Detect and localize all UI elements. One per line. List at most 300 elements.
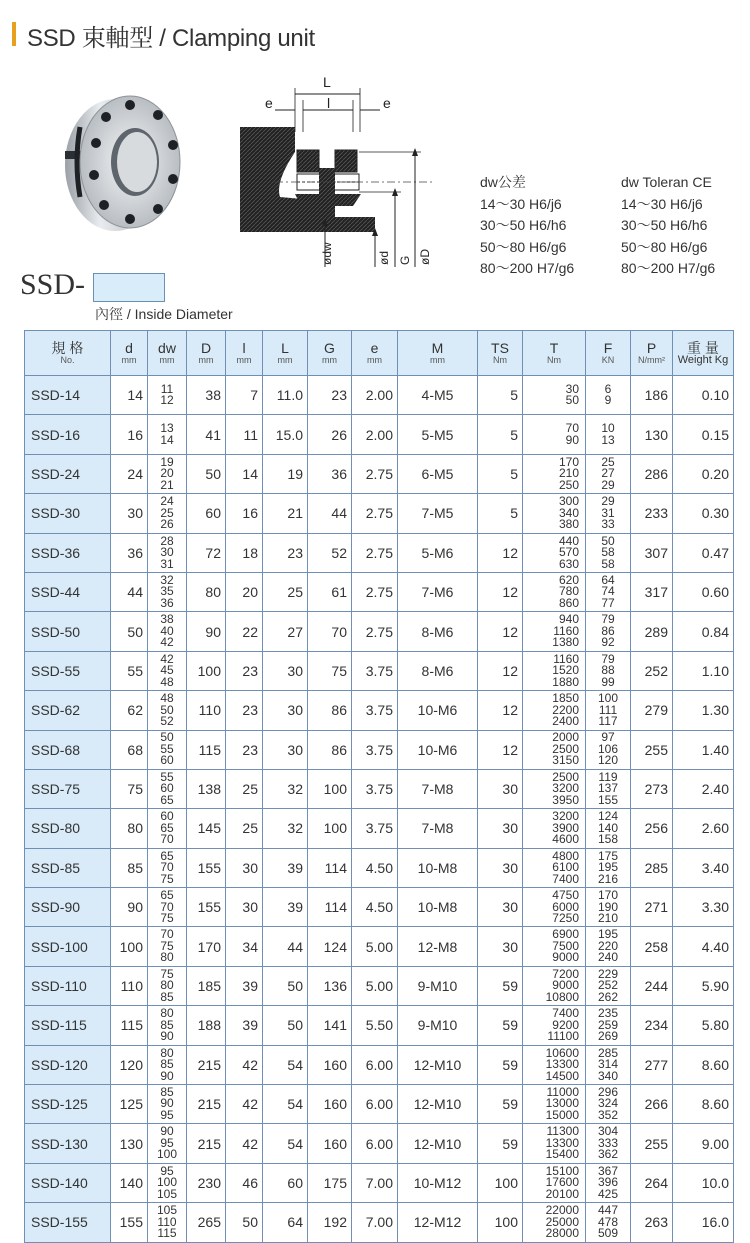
cell-p: 234 <box>631 1006 673 1045</box>
cell-w: 0.10 <box>673 376 734 415</box>
cell-w: 16.0 <box>673 1203 734 1242</box>
cell-value: 77 <box>601 595 615 610</box>
column-header-symbol: dw <box>158 339 176 356</box>
cell-t <box>523 651 586 690</box>
cell-l: 20 <box>226 572 263 611</box>
cell-value: 780 <box>558 584 579 599</box>
cell-p: 256 <box>631 809 673 848</box>
cell-f <box>586 1006 631 1045</box>
dimension-diagram <box>235 72 445 272</box>
cell-value: 58 <box>601 556 615 571</box>
cell-model: SSD-100 <box>25 927 111 966</box>
cell-e: 3.75 <box>352 651 398 690</box>
cell-value: 15400 <box>545 1147 579 1162</box>
cell-t <box>523 572 586 611</box>
column-header-symbol: D <box>200 339 212 356</box>
cell-d: 75 <box>111 769 148 808</box>
cell-d: 115 <box>111 1006 148 1045</box>
cell-f <box>586 415 631 454</box>
cell-w: 0.60 <box>673 572 734 611</box>
column-header-unit: mm <box>159 354 175 365</box>
cell-p: 258 <box>631 927 673 966</box>
inside-diameter-label: 內徑 / Inside Diameter <box>95 306 233 322</box>
column-header-unit: mm <box>236 354 252 365</box>
cell-value: 285 <box>597 1045 619 1060</box>
cell-p: 186 <box>631 376 673 415</box>
cell-ts: 12 <box>478 730 523 769</box>
table-row <box>25 612 734 651</box>
label-G: G <box>398 255 412 265</box>
cell-e: 7.00 <box>352 1203 398 1242</box>
tolerance-cn-title: dw公差 <box>480 174 526 190</box>
tolerance-en-item: 14～30 H6/j6 <box>621 195 703 212</box>
cell-d: 185 <box>187 966 226 1005</box>
cell-e: 6.00 <box>352 1085 398 1124</box>
cell-value: 100 <box>156 1175 178 1190</box>
cell-dw <box>148 1163 187 1202</box>
cell-value: 220 <box>597 938 619 953</box>
cell-d: 215 <box>187 1045 226 1084</box>
cell-value: 60 <box>160 781 174 796</box>
cell-value: 4800 <box>552 848 579 863</box>
cell-e: 5.00 <box>352 927 398 966</box>
cell-dw <box>148 1006 187 1045</box>
cell-dw <box>148 966 187 1005</box>
cell-value: 22000 <box>545 1203 579 1218</box>
cell-value: 170 <box>597 888 619 903</box>
column-header-symbol: P <box>646 339 657 356</box>
cell-value: 333 <box>597 1135 619 1150</box>
tolerance-cn-item: 50～80 H6/g6 <box>480 238 567 255</box>
cell-model: SSD-36 <box>25 533 111 572</box>
cell-value: 90 <box>160 1029 174 1044</box>
cell-value: 75 <box>160 938 174 953</box>
table-row <box>25 1045 734 1084</box>
cell-value: 1380 <box>552 635 579 650</box>
cell-f <box>586 809 631 848</box>
cell-value: 21 <box>160 477 174 492</box>
table-row <box>25 966 734 1005</box>
cell-e: 4.50 <box>352 848 398 887</box>
cell-dw <box>148 454 187 493</box>
cell-e: 3.75 <box>352 809 398 848</box>
cell-value: 13300 <box>545 1057 579 1072</box>
cell-value: 396 <box>597 1175 619 1190</box>
cell-value: 13 <box>160 421 174 436</box>
cell-value: 48 <box>160 674 174 689</box>
cell-value: 3150 <box>552 753 579 768</box>
label-d: ød <box>377 250 391 265</box>
cell-value: 30 <box>160 545 174 559</box>
cell-value: 97 <box>601 730 615 745</box>
tolerance-en-item: 30～50 H6/h6 <box>621 217 708 233</box>
cell-d: 44 <box>111 572 148 611</box>
tolerance-en <box>621 172 715 280</box>
column-header-unit: Nm <box>493 354 507 365</box>
cell-e: 2.75 <box>352 612 398 651</box>
cell-f <box>586 494 631 533</box>
column-header-symbol: 重 量 <box>687 339 719 356</box>
cell-w: 1.10 <box>673 651 734 690</box>
cell-ts: 5 <box>478 415 523 454</box>
cell-value: 300 <box>558 494 579 509</box>
inside-diameter-input[interactable] <box>93 273 165 302</box>
cell-model: SSD-80 <box>25 809 111 848</box>
cell-w: 1.30 <box>673 691 734 730</box>
cell-model: SSD-55 <box>25 651 111 690</box>
cell-d: 41 <box>187 415 226 454</box>
cell-value: 340 <box>558 505 579 520</box>
cell-l: 14 <box>226 454 263 493</box>
cell-e: 2.75 <box>352 533 398 572</box>
table-row <box>25 848 734 887</box>
cell-value: 155 <box>597 792 619 807</box>
cell-value: 2000 <box>552 730 579 745</box>
cell-value: 24 <box>160 494 174 509</box>
cell-ts: 100 <box>478 1163 523 1202</box>
cell-g: 160 <box>308 1085 352 1124</box>
cell-d: 170 <box>187 927 226 966</box>
column-header-unit: Nm <box>547 354 561 365</box>
cell-value: 19 <box>160 454 174 469</box>
cell-g: 44 <box>308 494 352 533</box>
cell-value: 2500 <box>552 769 579 784</box>
cell-value: 60 <box>160 753 174 768</box>
cell-value: 210 <box>558 466 579 481</box>
cell-f <box>586 769 631 808</box>
cell-value: 120 <box>597 753 619 768</box>
cell-g: 100 <box>308 769 352 808</box>
cell-value: 1160 <box>553 651 579 666</box>
cell-e: 6.00 <box>352 1045 398 1084</box>
cell-l: 39 <box>263 848 308 887</box>
cell-f <box>586 730 631 769</box>
table-row <box>25 888 734 927</box>
cell-t <box>523 415 586 454</box>
cell-value: 99 <box>601 674 615 689</box>
cell-m: 10-M6 <box>398 691 478 730</box>
cell-g: 114 <box>308 848 352 887</box>
cell-l: 30 <box>226 848 263 887</box>
page-title: SSD 束軸型 / Clamping unit <box>27 25 315 52</box>
column-header <box>308 331 352 376</box>
cell-value: 11000 <box>546 1084 579 1099</box>
cell-d: 155 <box>187 848 226 887</box>
cell-f <box>586 1045 631 1084</box>
column-header <box>631 331 673 376</box>
cell-value: 35 <box>160 584 174 599</box>
column-header <box>523 331 586 376</box>
cell-l: 54 <box>263 1124 308 1163</box>
cell-g: 175 <box>308 1163 352 1202</box>
cell-e: 6.00 <box>352 1124 398 1163</box>
cell-p: 279 <box>631 691 673 730</box>
cell-l: 23 <box>226 651 263 690</box>
cell-e: 2.75 <box>352 572 398 611</box>
cell-l: 15.0 <box>263 415 308 454</box>
cell-value: 6100 <box>552 860 579 875</box>
column-header-symbol: l <box>242 339 246 356</box>
cell-d: 68 <box>111 730 148 769</box>
cell-d: 230 <box>187 1163 226 1202</box>
cell-value: 95 <box>160 1163 174 1178</box>
cell-p: 252 <box>631 651 673 690</box>
cell-t <box>523 1085 586 1124</box>
cell-value: 9 <box>604 393 612 408</box>
cell-t <box>523 809 586 848</box>
cell-l: 30 <box>263 651 308 690</box>
cell-l: 18 <box>226 533 263 572</box>
cell-f <box>586 1085 631 1124</box>
cell-m: 8-M6 <box>398 651 478 690</box>
cell-value: 250 <box>558 477 579 492</box>
cell-t <box>523 691 586 730</box>
cell-value: 50 <box>160 730 174 745</box>
cell-model: SSD-30 <box>25 494 111 533</box>
cell-e: 2.75 <box>352 454 398 493</box>
cell-l: 25 <box>263 572 308 611</box>
cell-e: 7.00 <box>352 1163 398 1202</box>
cell-dw <box>148 848 187 887</box>
cell-ts: 12 <box>478 651 523 690</box>
cell-f <box>586 651 631 690</box>
cell-value: 7250 <box>552 911 579 926</box>
cell-g: 61 <box>308 572 352 611</box>
cell-value: 92 <box>601 635 615 650</box>
column-header-symbol: M <box>431 339 444 356</box>
cell-f <box>586 848 631 887</box>
cell-model: SSD-24 <box>25 454 111 493</box>
cell-value: 28000 <box>545 1226 579 1241</box>
cell-value: 70 <box>160 860 174 875</box>
cell-l: 23 <box>263 533 308 572</box>
cell-l: 25 <box>226 809 263 848</box>
column-header-symbol: d <box>125 339 133 356</box>
cell-ts: 59 <box>478 1006 523 1045</box>
table-row <box>25 1085 734 1124</box>
cell-value: 195 <box>597 860 619 875</box>
cell-dw <box>148 572 187 611</box>
cell-d: 90 <box>187 612 226 651</box>
cell-value: 79 <box>601 651 615 666</box>
cell-l: 42 <box>226 1124 263 1163</box>
cell-w: 2.60 <box>673 809 734 848</box>
cell-f <box>586 691 631 730</box>
cell-value: 26 <box>160 517 174 532</box>
cell-value: 10 <box>601 421 615 436</box>
cell-value: 105 <box>156 1203 178 1218</box>
cell-value: 75 <box>160 966 174 981</box>
cell-m: 7-M6 <box>398 572 478 611</box>
cell-value: 70 <box>160 832 174 847</box>
cell-w: 10.0 <box>673 1163 734 1202</box>
cell-p: 289 <box>631 612 673 651</box>
cell-value: 25 <box>601 454 615 469</box>
cell-value: 304 <box>597 1124 619 1139</box>
cell-value: 60 <box>160 809 174 824</box>
cell-model: SSD-75 <box>25 769 111 808</box>
cell-value: 324 <box>597 1096 619 1111</box>
cell-t <box>523 1045 586 1084</box>
cell-e: 5.00 <box>352 966 398 1005</box>
clamping-unit-photo <box>60 87 190 237</box>
cell-t <box>523 376 586 415</box>
cell-t <box>523 1163 586 1202</box>
cell-p: 317 <box>631 572 673 611</box>
cell-value: 52 <box>160 714 174 729</box>
cell-w: 0.15 <box>673 415 734 454</box>
cell-value: 15000 <box>545 1107 579 1122</box>
cell-dw <box>148 651 187 690</box>
cell-value: 14500 <box>545 1068 579 1083</box>
cell-value: 3200 <box>552 781 579 796</box>
table-row <box>25 927 734 966</box>
cell-value: 27 <box>601 466 615 481</box>
cell-value: 11100 <box>547 1029 579 1044</box>
tolerance-cn-item: 80～200 H7/g6 <box>480 260 575 276</box>
cell-l: 30 <box>263 730 308 769</box>
cell-dw <box>148 1085 187 1124</box>
cell-d: 215 <box>187 1124 226 1163</box>
cell-f <box>586 612 631 651</box>
cell-value: 4750 <box>552 888 579 903</box>
column-header <box>25 331 111 376</box>
cell-value: 2400 <box>552 714 579 729</box>
table-row <box>25 454 734 493</box>
cell-model: SSD-155 <box>25 1203 111 1242</box>
column-header <box>352 331 398 376</box>
cell-p: 277 <box>631 1045 673 1084</box>
label-D: øD <box>418 249 432 265</box>
column-header <box>111 331 148 376</box>
cell-value: 620 <box>558 572 579 587</box>
cell-ts: 30 <box>478 848 523 887</box>
cell-value: 3900 <box>552 820 579 835</box>
cell-value: 447 <box>597 1203 619 1218</box>
cell-e: 5.50 <box>352 1006 398 1045</box>
cell-value: 95 <box>160 1107 174 1122</box>
cell-value: 216 <box>597 871 619 886</box>
column-header-unit: mm <box>322 354 337 365</box>
cell-value: 100 <box>156 1147 178 1162</box>
cell-m: 10-M12 <box>398 1163 478 1202</box>
cell-m: 10-M8 <box>398 848 478 887</box>
column-header-unit: KN <box>601 354 615 365</box>
cell-ts: 59 <box>478 966 523 1005</box>
cell-d: 138 <box>187 769 226 808</box>
cell-dw <box>148 415 187 454</box>
tolerance-en-item: 80～200 H7/g6 <box>621 260 716 276</box>
cell-value: 367 <box>597 1163 619 1178</box>
cell-value: 440 <box>558 533 579 548</box>
cell-dw <box>148 769 187 808</box>
cell-e: 4.50 <box>352 888 398 927</box>
cell-l: 34 <box>226 927 263 966</box>
cell-ts: 12 <box>478 572 523 611</box>
cell-m: 9-M10 <box>398 1006 478 1045</box>
cell-ts: 30 <box>478 809 523 848</box>
cell-value: 30 <box>565 381 579 396</box>
cell-m: 5-M6 <box>398 533 478 572</box>
cell-dw <box>148 1124 187 1163</box>
cell-w: 0.84 <box>673 612 734 651</box>
cell-value: 1880 <box>552 674 579 689</box>
cell-value: 85 <box>160 989 174 1004</box>
cell-ts: 5 <box>478 454 523 493</box>
cell-value: 117 <box>598 714 618 729</box>
cell-g: 192 <box>308 1203 352 1242</box>
column-header-symbol: T <box>549 339 559 356</box>
cell-dw <box>148 494 187 533</box>
column-header-symbol: F <box>603 339 613 356</box>
table-row <box>25 376 734 415</box>
cell-value: 20100 <box>545 1186 579 1201</box>
cell-value: 7500 <box>552 938 579 953</box>
cell-l: 23 <box>226 691 263 730</box>
cell-m: 5-M5 <box>398 415 478 454</box>
cell-value: 259 <box>597 1017 619 1032</box>
table-row <box>25 769 734 808</box>
cell-dw <box>148 809 187 848</box>
cell-d: 90 <box>111 888 148 927</box>
cell-f <box>586 966 631 1005</box>
cell-t <box>523 769 586 808</box>
cell-p: 263 <box>631 1203 673 1242</box>
cell-value: 3950 <box>552 792 579 807</box>
cell-value: 9200 <box>552 1017 579 1032</box>
cell-l: 44 <box>263 927 308 966</box>
cell-value: 7400 <box>552 871 579 886</box>
cell-w: 2.40 <box>673 769 734 808</box>
cell-value: 65 <box>160 848 174 863</box>
cell-value: 4600 <box>552 832 579 847</box>
cell-l: 16 <box>226 494 263 533</box>
cell-m: 7-M8 <box>398 809 478 848</box>
table-row <box>25 572 734 611</box>
cell-p: 244 <box>631 966 673 1005</box>
cell-model: SSD-14 <box>25 376 111 415</box>
cell-e: 3.75 <box>352 730 398 769</box>
cell-value: 36 <box>160 595 174 610</box>
cell-f <box>586 376 631 415</box>
tolerance-cn-item: 30～50 H6/h6 <box>480 217 567 233</box>
cell-value: 28 <box>160 533 174 548</box>
cell-g: 23 <box>308 376 352 415</box>
column-header <box>263 331 308 376</box>
cell-value: 85 <box>160 1017 174 1032</box>
cell-w: 0.30 <box>673 494 734 533</box>
column-header <box>148 331 187 376</box>
cell-dw <box>148 691 187 730</box>
cell-g: 141 <box>308 1006 352 1045</box>
cell-value: 45 <box>160 663 174 678</box>
cell-g: 136 <box>308 966 352 1005</box>
cell-l: 19 <box>263 454 308 493</box>
cell-model: SSD-140 <box>25 1163 111 1202</box>
cell-g: 75 <box>308 651 352 690</box>
cell-m: 7-M8 <box>398 769 478 808</box>
cell-f <box>586 888 631 927</box>
cell-w: 5.90 <box>673 966 734 1005</box>
cell-value: 79 <box>601 612 615 627</box>
cell-dw <box>148 730 187 769</box>
cell-m: 4-M5 <box>398 376 478 415</box>
cell-dw <box>148 612 187 651</box>
cell-ts: 5 <box>478 494 523 533</box>
cell-value: 158 <box>597 832 619 847</box>
cell-w: 0.20 <box>673 454 734 493</box>
cell-value: 362 <box>597 1147 619 1162</box>
